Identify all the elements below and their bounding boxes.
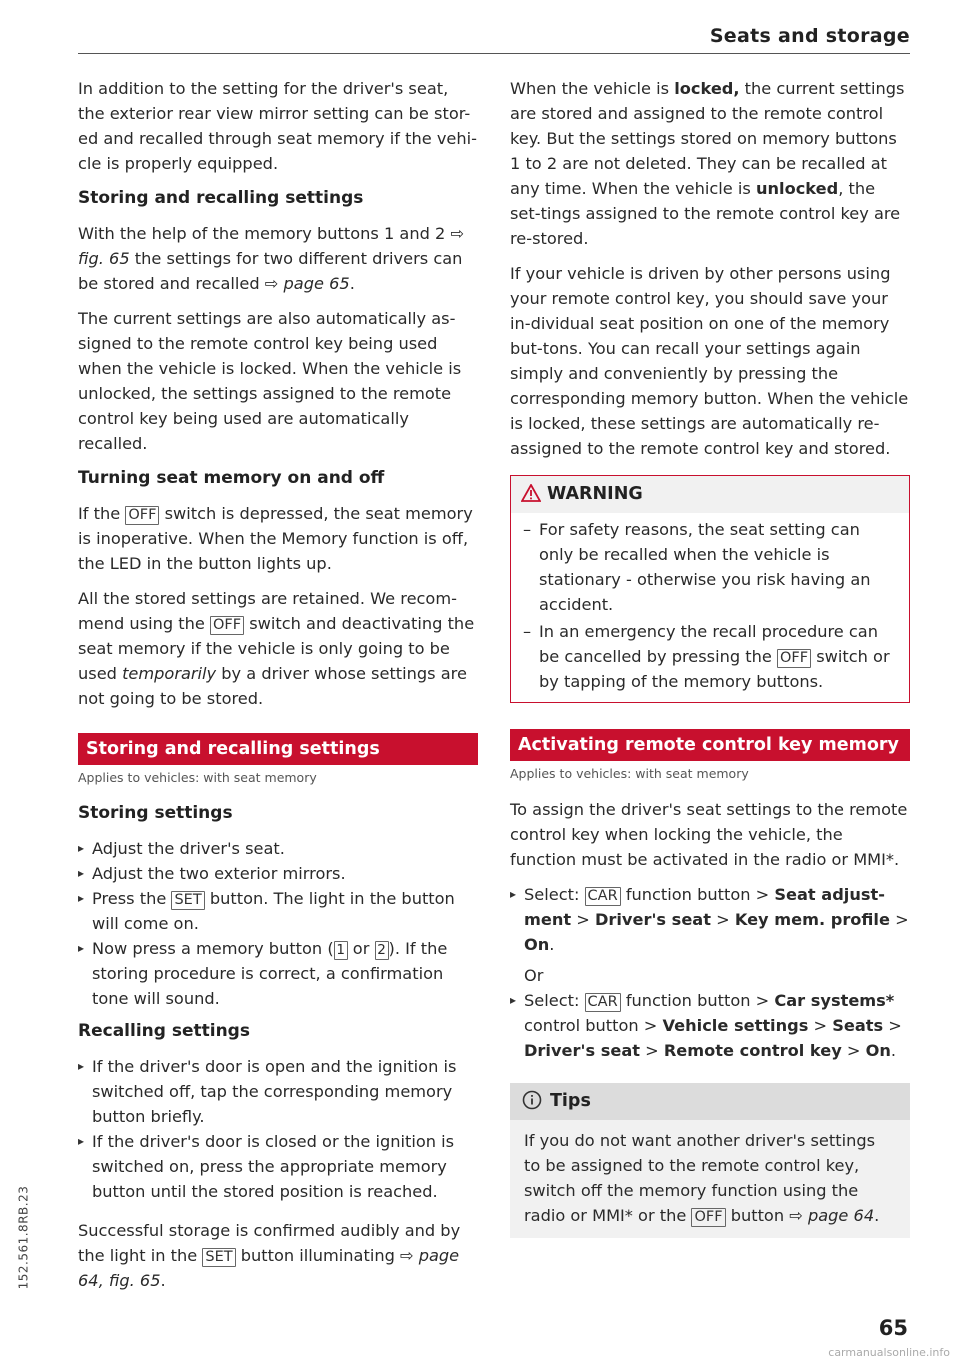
applies-note: Applies to vehicles: with seat memory (510, 766, 749, 781)
heading-storing-recalling: Storing and recalling settings (78, 188, 364, 208)
list-item: ▸ Select: CAR function button > Car systems* control button > Vehicle settings > Seats > Driver's seat > Remote control key > On. (510, 988, 910, 1063)
right-column (510, 76, 910, 1238)
set-key-label: SET (171, 891, 204, 910)
off-key-label: OFF (210, 616, 244, 635)
warning-icon (521, 484, 541, 502)
list-item: – In an emergency the recall procedure can be cancelled by pressing the OFF switch or by tapping of the memory buttons. (523, 619, 897, 694)
warning-box (510, 475, 910, 703)
memory-2-key: 2 (375, 941, 389, 960)
auto-assign-paragraph: The current settings are also automatically as-signed to the remote control key being used when the vehicle is locked. When the vehicle is unlocked, the settings assigned to the remote control key being used are automatically recalled. (78, 309, 462, 453)
set-key-label: SET (202, 1248, 235, 1267)
memory-1-key: 1 (334, 941, 348, 960)
or-label: Or (524, 966, 544, 985)
list-item: ▸ Now press a memory button ( 1 or 2 ). If the storing procedure is correct, a confirmation tone will sound. (78, 936, 478, 1011)
heading-memory-onoff: Turning seat memory on and off (78, 468, 385, 488)
tips-text: If you do not want another driver's settings to be assigned to the remote control key, switch off the memory function using the radio or MMI* or the OFF button ⇨ page 64. (524, 1131, 880, 1225)
fig65-link[interactable]: ⇨ fig. 65 (78, 224, 465, 268)
warning-header (511, 476, 909, 513)
assign-paragraph: To assign the driver's seat settings to the remote control key when locking the vehicle, the function must be activated in the radio or MMI*. (510, 800, 908, 869)
page-header-title: Seats and storage (709, 25, 910, 47)
list-item: ▸ If the driver's door is closed or the ignition is switched on, press the appropriate memory button until the stored position is reached. (78, 1129, 478, 1204)
recalling-steps (78, 1054, 478, 1204)
left-column (78, 76, 478, 1303)
retained-paragraph: All the stored settings are retained. We recom-mend using the OFF switch and deactivating the seat memory if the vehicle is only going to be used temporarily by a driver whose settings are not going to be stored. (78, 589, 475, 708)
page64-fig65-link[interactable]: ⇨ page 64, fig. 65 (78, 1246, 460, 1290)
activation-steps-alt (510, 988, 910, 1063)
intro-paragraph: In addition to the setting for the driver's seat, the exterior rear view mirror setting can be stor-ed and recalled through seat memory if the vehi-cle is properly equipped. (78, 79, 477, 173)
tips-header (510, 1083, 910, 1120)
list-item: ▸ If the driver's door is open and the ignition is switched off, tap the corresponding memory button briefly. (78, 1054, 478, 1129)
list-item: ▸ Adjust the driver's seat. (78, 836, 478, 861)
list-item: ▸ Press the SET button. The light in the button will come on. (78, 886, 478, 936)
section-band-remote-key-memory: Activating remote control key memory (510, 729, 910, 761)
page65-link[interactable]: ⇨ page 65 (264, 274, 350, 293)
info-icon (522, 1090, 542, 1110)
off-switch-paragraph: If the OFF switch is depressed, the seat memory is inoperative. When the Memory function is off, the LED in the button lights up. (78, 504, 473, 573)
warning-title: WARNING (547, 484, 643, 504)
car-key-label: CAR (585, 887, 621, 906)
locked-paragraph: When the vehicle is locked, the current settings are stored and assigned to the remote control key. But the settings stored on memory buttons 1 to 2 are not deleted. They can be recalled at any time. When the vehicle is unlocked, the set-tings assigned to the remote control key are re-stored. (510, 79, 905, 248)
car-key-label: CAR (585, 993, 621, 1012)
off-key-label: OFF (691, 1208, 725, 1227)
success-paragraph: Successful storage is confirmed audibly and by the light in the SET button illuminating ⇨ page 64, fig. 65. (78, 1221, 461, 1290)
list-item: ▸ Select: CAR function button > Seat adjust-ment > Driver's seat > Key mem. profile > On. (510, 882, 910, 957)
heading-recalling: Recalling settings (78, 1021, 250, 1041)
off-key-label: OFF (125, 506, 159, 525)
list-item: ▸ Adjust the two exterior mirrors. (78, 861, 478, 886)
other-persons-paragraph: If your vehicle is driven by other persons using your remote control key, you should save your in-dividual seat position on one of the memory but-tons. You can recall your settings again simply and conveniently by pressing the corresponding memory button. When the vehicle is locked, these settings are automatically re-assigned to the remote control key and stored. (510, 264, 909, 458)
storing-steps (78, 836, 478, 1011)
header-rule (78, 53, 910, 54)
tips-box (510, 1083, 910, 1238)
list-item: – For safety reasons, the seat setting can only be recalled when the vehicle is stationary - otherwise you risk having an accident. (523, 517, 897, 617)
tips-title: Tips (550, 1091, 591, 1111)
watermark: carmanualsonline.info (828, 1346, 950, 1359)
section-band-storing-recalling: Storing and recalling settings (78, 733, 478, 765)
page-number: 65 (878, 1316, 908, 1340)
side-document-code: 152.561.8RB.23 (16, 1185, 31, 1290)
applies-note: Applies to vehicles: with seat memory (78, 770, 317, 785)
activation-steps (510, 882, 910, 957)
off-key-label: OFF (777, 649, 811, 668)
page64-link[interactable]: ⇨ page 64 (789, 1206, 875, 1225)
memory-buttons-paragraph: With the help of the memory buttons 1 and 2 ⇨ fig. 65 the settings for two different drivers can be stored and recalled ⇨ page 65. (78, 224, 465, 293)
heading-storing: Storing settings (78, 803, 233, 823)
